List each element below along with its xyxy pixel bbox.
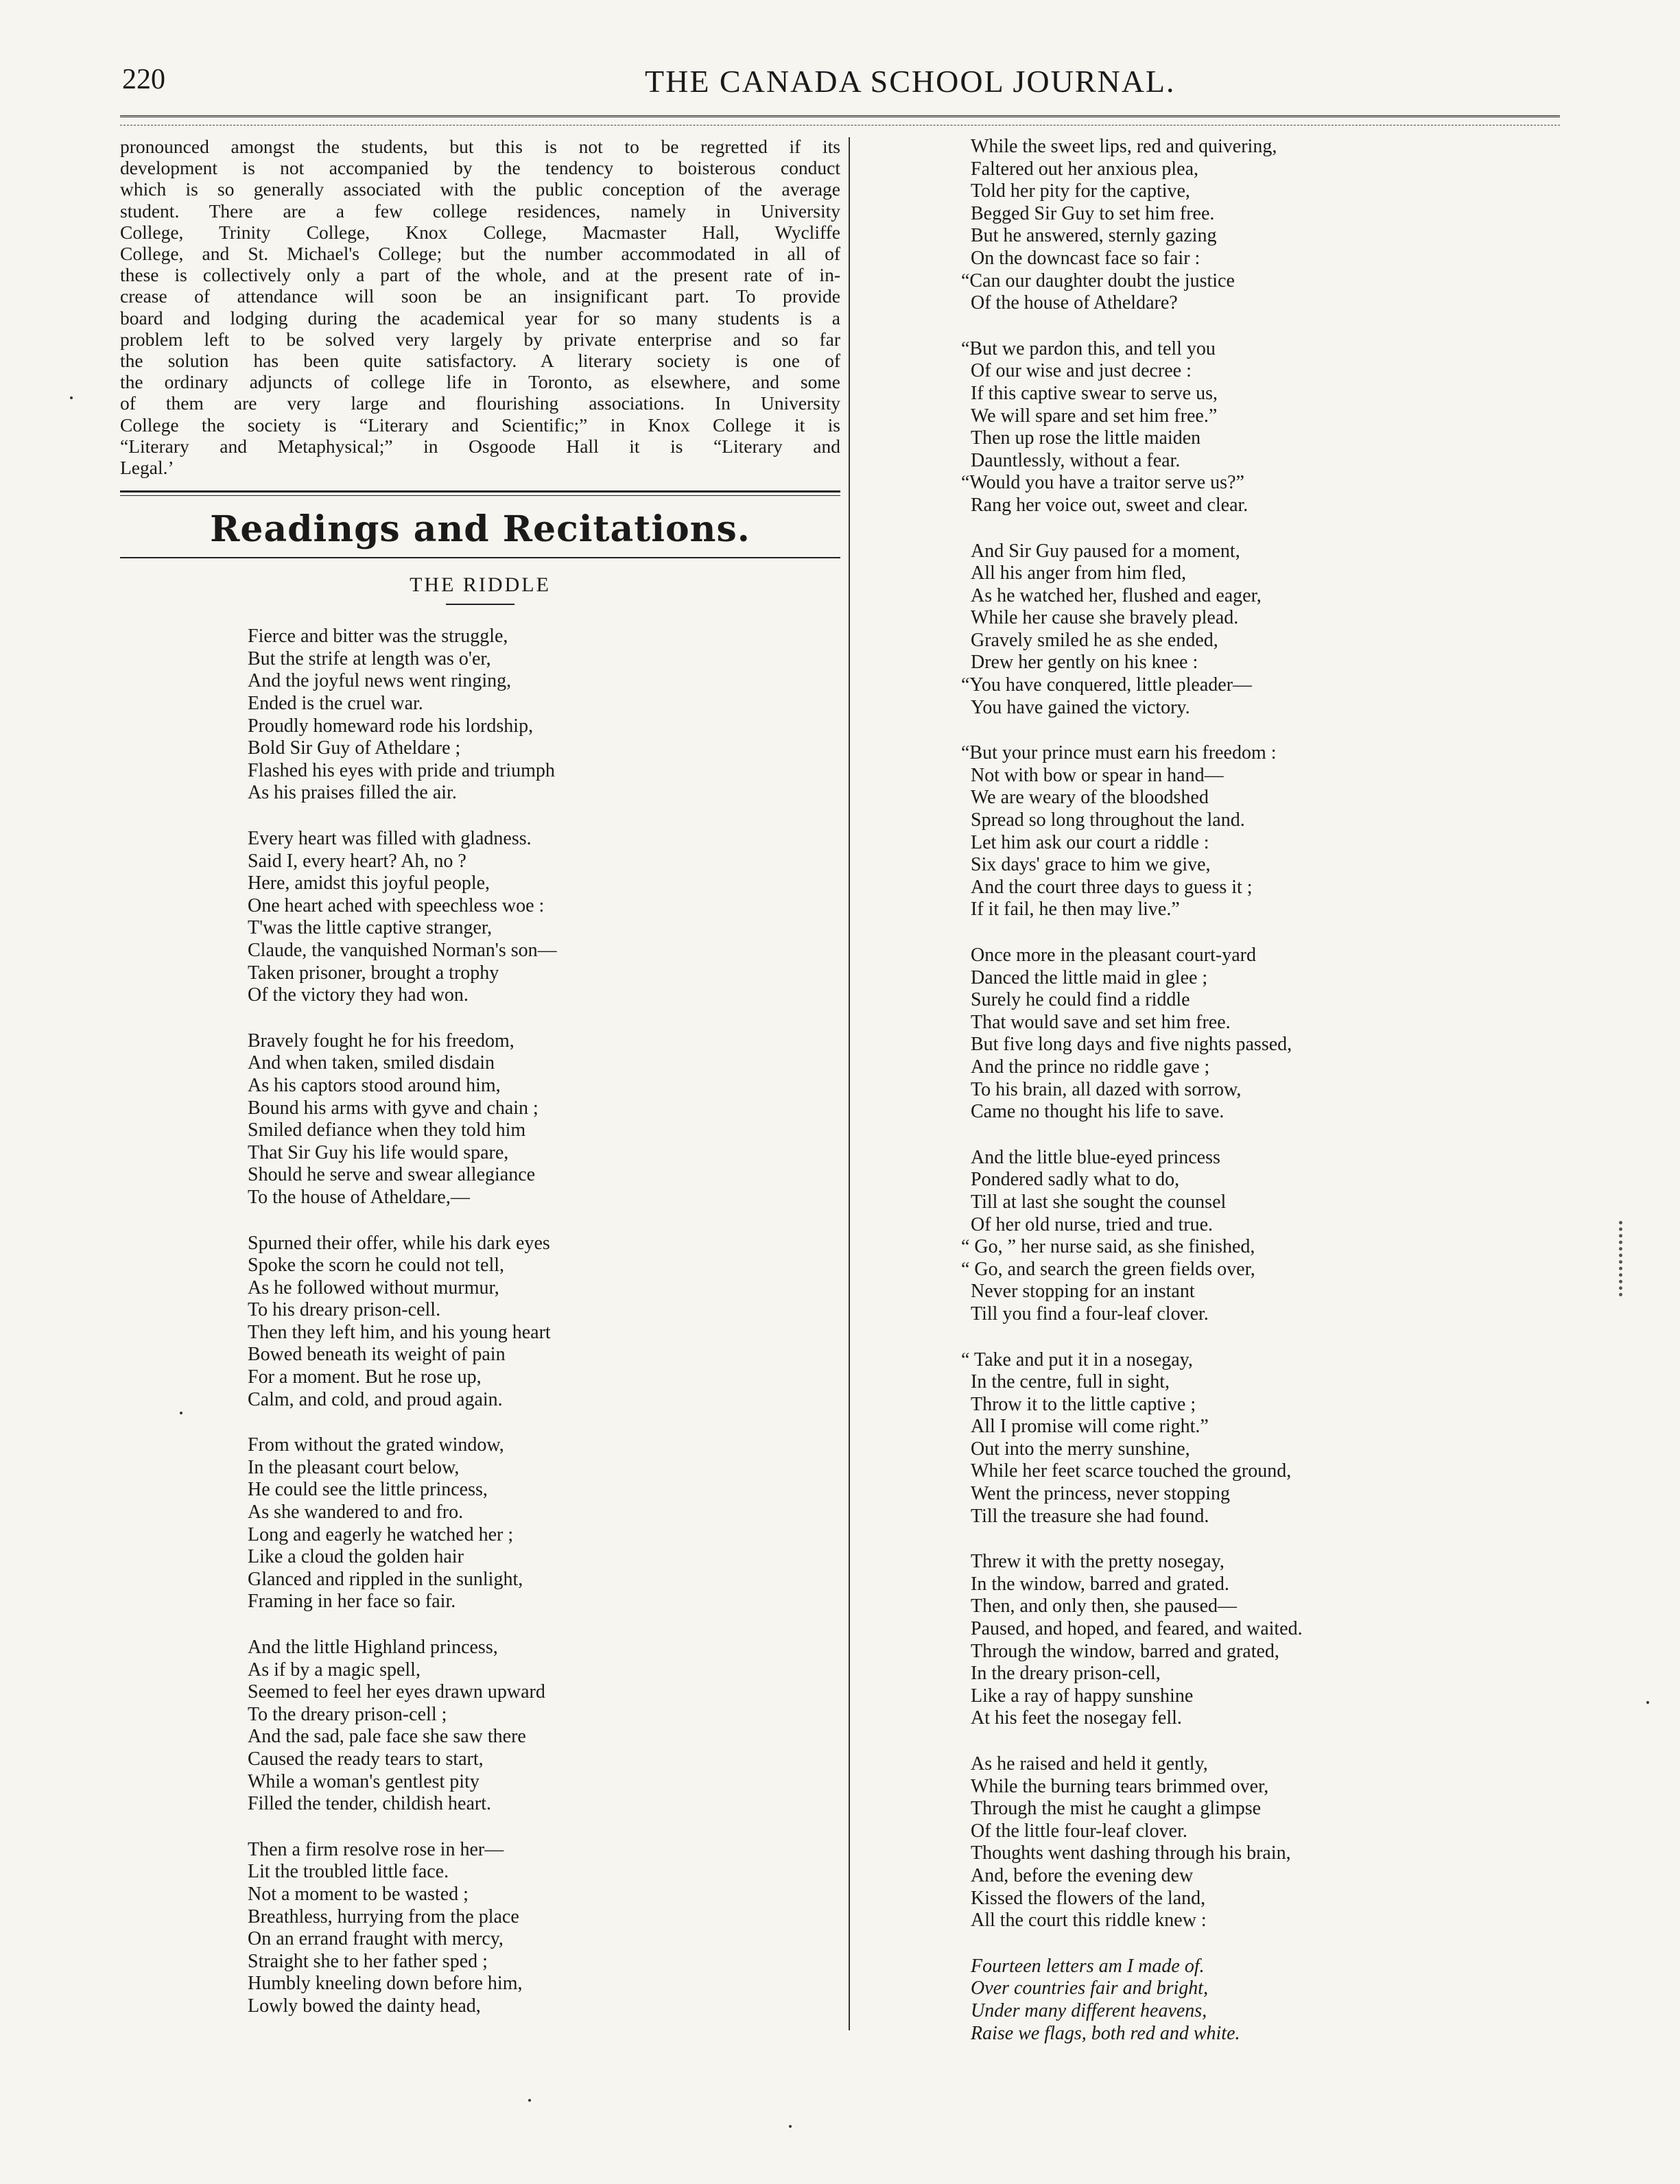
stanza xyxy=(961,1146,1578,1326)
prose-line: problem left to be solved very largely by private enterprise and so far xyxy=(120,328,840,350)
header-rule-dashed xyxy=(120,125,1560,126)
verse-line: Told her pity for the captive, xyxy=(971,180,1190,202)
stanza xyxy=(961,742,1578,921)
stanza xyxy=(971,1956,1578,2045)
verse-line: Long and eagerly he watched her ; xyxy=(248,1523,514,1545)
prose-line: the solution has been quite satisfactory. A literary society is one of xyxy=(120,350,840,372)
verse-line: You have gained the victory. xyxy=(971,696,1190,718)
verse-line: On the downcast face so fair : xyxy=(971,247,1200,269)
left-column xyxy=(120,136,840,2041)
prose-line: College, and St. Michael's College; but the number accommodated in all of xyxy=(120,243,840,265)
verse-line: From without the grated window, xyxy=(248,1434,504,1456)
verse-line: Faltered out her anxious plea, xyxy=(971,158,1199,180)
verse-line: Till you find a four-leaf clover. xyxy=(971,1303,1209,1325)
verse-line: And the court three days to guess it ; xyxy=(971,876,1253,898)
verse-line: As if by a magic spell, xyxy=(248,1659,421,1681)
verse-line: He could see the little princess, xyxy=(248,1479,488,1501)
stanza xyxy=(961,337,1578,517)
poem-title: THE RIDDLE xyxy=(410,573,551,597)
verse-line: Dauntlessly, without a fear. xyxy=(971,449,1181,471)
right-column xyxy=(857,136,1578,2068)
running-head: THE CANADA SCHOOL JOURNAL. xyxy=(645,64,1176,99)
verse-line: If this captive swear to serve us, xyxy=(971,382,1218,404)
prose-line: crease of attendance will soon be an insignificant part. To provide xyxy=(120,285,840,307)
stanza xyxy=(248,1030,840,1209)
verse-line: Fourteen letters am I made of. xyxy=(971,1955,1205,1977)
verse-line: T'was the little captive stranger, xyxy=(248,917,493,939)
verse-line: Danced the little maid in glee ; xyxy=(971,966,1208,988)
verse-line: “ Go, and search the green fields over, xyxy=(961,1258,1255,1280)
verse-line: While her cause she bravely plead. xyxy=(971,607,1239,629)
verse-line: Went the princess, never stopping xyxy=(971,1483,1230,1505)
ink-speck xyxy=(70,396,73,399)
verse-line: All I promise will come right.” xyxy=(971,1416,1209,1438)
verse-line: Humbly kneeling down before him, xyxy=(248,1973,523,1995)
verse-line: Through the mist he caught a glimpse xyxy=(971,1798,1262,1820)
verse-line: Never stopping for an instant xyxy=(971,1281,1195,1303)
verse-line: Smiled defiance when they told him xyxy=(248,1119,526,1141)
verse-line: Lowly bowed the dainty head, xyxy=(248,1995,481,2017)
prose-line: pronounced amongst the students, but this is not to be regretted if its xyxy=(120,136,840,157)
stanza xyxy=(971,945,1578,1124)
verse-line: In the window, barred and grated. xyxy=(971,1573,1229,1595)
verse-line: All the court this riddle knew : xyxy=(971,1910,1207,1932)
verse-line: Bound his arms with gyve and chain ; xyxy=(248,1097,539,1119)
prose-line: of them are very large and flourishing associations. In University xyxy=(120,392,840,414)
prose-line: development is not accompanied by the tendency to boisterous conduct xyxy=(120,157,840,179)
verse-line: All his anger from him fled, xyxy=(971,562,1187,584)
verse-line: For a moment. But he rose up, xyxy=(248,1366,482,1388)
verse-line: Spread so long throughout the land. xyxy=(971,809,1245,831)
verse-line: Over countries fair and bright, xyxy=(971,1978,1209,1999)
verse-line: Drew her gently on his knee : xyxy=(971,652,1198,674)
verse-line: Till the treasure she had found. xyxy=(971,1505,1209,1527)
stanza xyxy=(248,1233,840,1412)
verse-line: Breathless, hurrying from the place xyxy=(248,1906,519,1927)
margin-mark xyxy=(1619,1221,1626,1296)
verse-line: Of our wise and just decree : xyxy=(971,360,1192,382)
stanza xyxy=(248,1637,840,1816)
page-number: 220 xyxy=(122,64,165,95)
verse-line: Said I, every heart? Ah, no ? xyxy=(248,850,466,872)
verse-line: One heart ached with speechless woe : xyxy=(248,894,545,916)
verse-line: Thoughts went dashing through his brain, xyxy=(971,1842,1291,1864)
verse-line: Threw it with the pretty nosegay, xyxy=(971,1551,1224,1573)
verse-line: Rang her voice out, sweet and clear. xyxy=(971,494,1249,516)
verse-line: As he raised and held it gently, xyxy=(971,1753,1208,1774)
verse-line: And the little Highland princess, xyxy=(248,1637,498,1658)
prose-line: College, Trinity College, Knox College, Macmaster Hall, Wycliffe xyxy=(120,221,840,243)
verse-line: Bowed beneath its weight of pain xyxy=(248,1344,506,1366)
verse-line: Pondered sadly what to do, xyxy=(971,1169,1180,1191)
prose-line: these is collectively only a part of the whole, and at the present rate of in- xyxy=(120,264,840,286)
verse-line: In the centre, full in sight, xyxy=(971,1371,1170,1393)
verse-line: Paused, and hoped, and feared, and waited. xyxy=(971,1618,1303,1640)
verse-line: Taken prisoner, brought a trophy xyxy=(248,962,499,984)
verse-line: Then, and only then, she paused— xyxy=(971,1595,1238,1617)
verse-line: And the sad, pale face she saw there xyxy=(248,1726,526,1748)
prose-line: “Literary and Metaphysical;” in Osgoode Hall it is “Literary and xyxy=(120,435,840,457)
verse-line: Spurned their offer, while his dark eyes xyxy=(248,1232,550,1254)
stanza xyxy=(248,1839,840,2018)
verse-line: While the burning tears brimmed over, xyxy=(971,1775,1269,1797)
ink-speck xyxy=(180,1412,182,1414)
verse-line: We are weary of the bloodshed xyxy=(971,787,1209,809)
verse-line: Bold Sir Guy of Atheldare ; xyxy=(248,737,461,759)
verse-line: Claude, the vanquished Norman's son— xyxy=(248,939,557,961)
verse-line: Caused the ready tears to start, xyxy=(248,1748,484,1770)
verse-line: Begged Sir Guy to set him free. xyxy=(971,202,1215,224)
verse-line: Of the little four-leaf clover. xyxy=(971,1820,1187,1842)
verse-line: Like a cloud the golden hair xyxy=(248,1546,464,1568)
verse-line: Not a moment to be wasted ; xyxy=(248,1883,469,1905)
verse-line: That Sir Guy his life would spare, xyxy=(248,1141,509,1163)
verse-line: Kissed the flowers of the land, xyxy=(971,1887,1206,1909)
verse-line: On an errand fraught with mercy, xyxy=(248,1928,504,1950)
verse-line: In the pleasant court below, xyxy=(248,1456,460,1478)
verse-line: Framing in her face so fair. xyxy=(248,1591,456,1613)
verse-line: Surely he could find a riddle xyxy=(971,989,1190,1011)
verse-line: Should he serve and swear allegiance xyxy=(248,1164,536,1186)
verse-line: Like a ray of happy sunshine xyxy=(971,1685,1194,1707)
verse-line: And when taken, smiled disdain xyxy=(248,1052,495,1074)
verse-line: Fierce and bitter was the struggle, xyxy=(248,626,508,648)
verse-line: Then a firm resolve rose in her— xyxy=(248,1838,504,1860)
verse-line: “Can our daughter doubt the justice xyxy=(961,270,1235,292)
verse-line: As he followed without murmur, xyxy=(248,1277,499,1298)
verse-line: Six days' grace to him we give, xyxy=(971,854,1211,876)
verse-line: Gravely smiled he as she ended, xyxy=(971,629,1218,651)
verse-line: To his dreary prison-cell. xyxy=(248,1299,441,1321)
verse-line: Came no thought his life to save. xyxy=(971,1101,1224,1123)
section-rule xyxy=(120,490,840,492)
verse-line: “ Take and put it in a nosegay, xyxy=(961,1349,1193,1370)
header-rule xyxy=(120,115,1560,121)
verse-line: Glanced and rippled in the sunlight, xyxy=(248,1568,523,1590)
prose-line: the ordinary adjuncts of college life in Toronto, as elsewhere, and some xyxy=(120,371,840,393)
ink-speck xyxy=(528,2099,531,2102)
verse-line: Throw it to the little captive ; xyxy=(971,1393,1196,1415)
verse-line: Ended is the cruel war. xyxy=(248,693,423,715)
column-divider xyxy=(849,137,850,2030)
prose-line: board and lodging during the academical year for so many students is a xyxy=(120,307,840,329)
stanza xyxy=(971,1551,1578,1730)
verse-line: And, before the evening dew xyxy=(971,1864,1194,1886)
verse-line: As his captors stood around him, xyxy=(248,1074,501,1096)
verse-line: Proudly homeward rode his lordship, xyxy=(248,715,534,737)
verse-line: In the dreary prison-cell, xyxy=(971,1663,1161,1685)
stanza xyxy=(961,136,1578,315)
verse-line: But the strife at length was o'er, xyxy=(248,648,491,669)
verse-line: Of the victory they had won. xyxy=(248,984,469,1006)
prose-line: which is so generally associated with the public conception of the average xyxy=(120,178,840,200)
prose-line: student. There are a few college residences, namely in University xyxy=(120,200,840,222)
verse-line: We will spare and set him free.” xyxy=(971,405,1218,427)
verse-line: Lit the troubled little face. xyxy=(248,1861,449,1883)
verse-line: As his praises filled the air. xyxy=(248,782,457,804)
verse-line: “ Go, ” her nurse said, as she finished, xyxy=(961,1236,1255,1258)
verse-line: As she wandered to and fro. xyxy=(248,1502,464,1523)
verse-line: Calm, and cold, and proud again. xyxy=(248,1388,503,1410)
verse-line: As he watched her, flushed and eager, xyxy=(971,584,1262,606)
verse-line: Flashed his eyes with pride and triumph xyxy=(248,759,555,781)
section-rule-under xyxy=(120,557,840,558)
verse-line: And the little blue-eyed princess xyxy=(971,1146,1220,1168)
verse-line: Out into the merry sunshine, xyxy=(971,1438,1190,1460)
stanza xyxy=(961,540,1578,720)
verse-line: To the dreary prison-cell ; xyxy=(248,1703,447,1725)
ink-speck xyxy=(1646,1701,1649,1704)
prose-line: College the society is “Literary and Scientific;” in Knox College it is xyxy=(120,414,840,436)
verse-line: If it fail, he then may live.” xyxy=(971,899,1180,921)
verse-line: And Sir Guy paused for a moment, xyxy=(971,540,1240,562)
verse-line: Spoke the scorn he could not tell, xyxy=(248,1255,505,1277)
verse-line: Here, amidst this joyful people, xyxy=(248,873,490,894)
verse-line: “You have conquered, little pleader— xyxy=(961,674,1253,696)
verse-line: Through the window, barred and grated, xyxy=(971,1640,1279,1662)
verse-line: Not with bow or spear in hand— xyxy=(971,764,1224,786)
verse-line: To the house of Atheldare,— xyxy=(248,1186,470,1208)
verse-line: But he answered, sternly gazing xyxy=(971,225,1217,247)
section-rule-thin xyxy=(120,495,840,496)
verse-line: Till at last she sought the counsel xyxy=(971,1191,1227,1213)
verse-line: At his feet the nosegay fell. xyxy=(971,1707,1182,1729)
verse-line: Every heart was filled with gladness. xyxy=(248,828,532,849)
stanza xyxy=(961,1349,1578,1528)
poem-title-rule xyxy=(446,604,514,605)
verse-line: Raise we flags, both red and white. xyxy=(971,2022,1240,2044)
verse-line: But five long days and five nights passed, xyxy=(971,1034,1292,1056)
verse-line: Then they left him, and his young heart xyxy=(248,1321,551,1343)
stanza xyxy=(248,626,840,805)
verse-line: Seemed to feel her eyes drawn upward xyxy=(248,1681,545,1703)
stanza xyxy=(248,1434,840,1613)
poem-right xyxy=(857,136,1578,2045)
verse-line: Once more in the pleasant court-yard xyxy=(971,945,1256,966)
verse-line: Of the house of Atheldare? xyxy=(971,292,1178,314)
prose-line: Legal.’ xyxy=(120,457,174,479)
verse-line: That would save and set him free. xyxy=(971,1011,1231,1033)
verse-line: Straight she to her father sped ; xyxy=(248,1950,488,1972)
verse-line: To his brain, all dazed with sorrow, xyxy=(971,1078,1242,1100)
verse-line: Let him ask our court a riddle : xyxy=(971,831,1209,853)
stanza xyxy=(248,828,840,1007)
section-heading: Readings and Recitations. xyxy=(210,508,750,551)
verse-line: Under many different heavens, xyxy=(971,1999,1207,2021)
ink-speck xyxy=(789,2125,792,2128)
prose-paragraph xyxy=(120,136,840,478)
verse-line: “But your prince must earn his freedom : xyxy=(961,742,1277,764)
verse-line: Bravely fought he for his freedom, xyxy=(248,1030,514,1052)
stanza xyxy=(971,1753,1578,1932)
verse-line: While her feet scarce touched the ground, xyxy=(971,1460,1292,1482)
verse-line: “Would you have a traitor serve us?” xyxy=(961,472,1244,494)
verse-line: Then up rose the little maiden xyxy=(971,427,1201,449)
poem-left xyxy=(120,626,840,2017)
verse-line: “But we pardon this, and tell you xyxy=(961,337,1216,359)
verse-line: Of her old nurse, tried and true. xyxy=(971,1213,1213,1235)
verse-line: While a woman's gentlest pity xyxy=(248,1770,480,1792)
verse-line: And the prince no riddle gave ; xyxy=(971,1056,1210,1078)
verse-line: While the sweet lips, red and quivering, xyxy=(971,136,1277,157)
verse-line: And the joyful news went ringing, xyxy=(248,670,512,692)
verse-line: Filled the tender, childish heart. xyxy=(248,1793,492,1815)
